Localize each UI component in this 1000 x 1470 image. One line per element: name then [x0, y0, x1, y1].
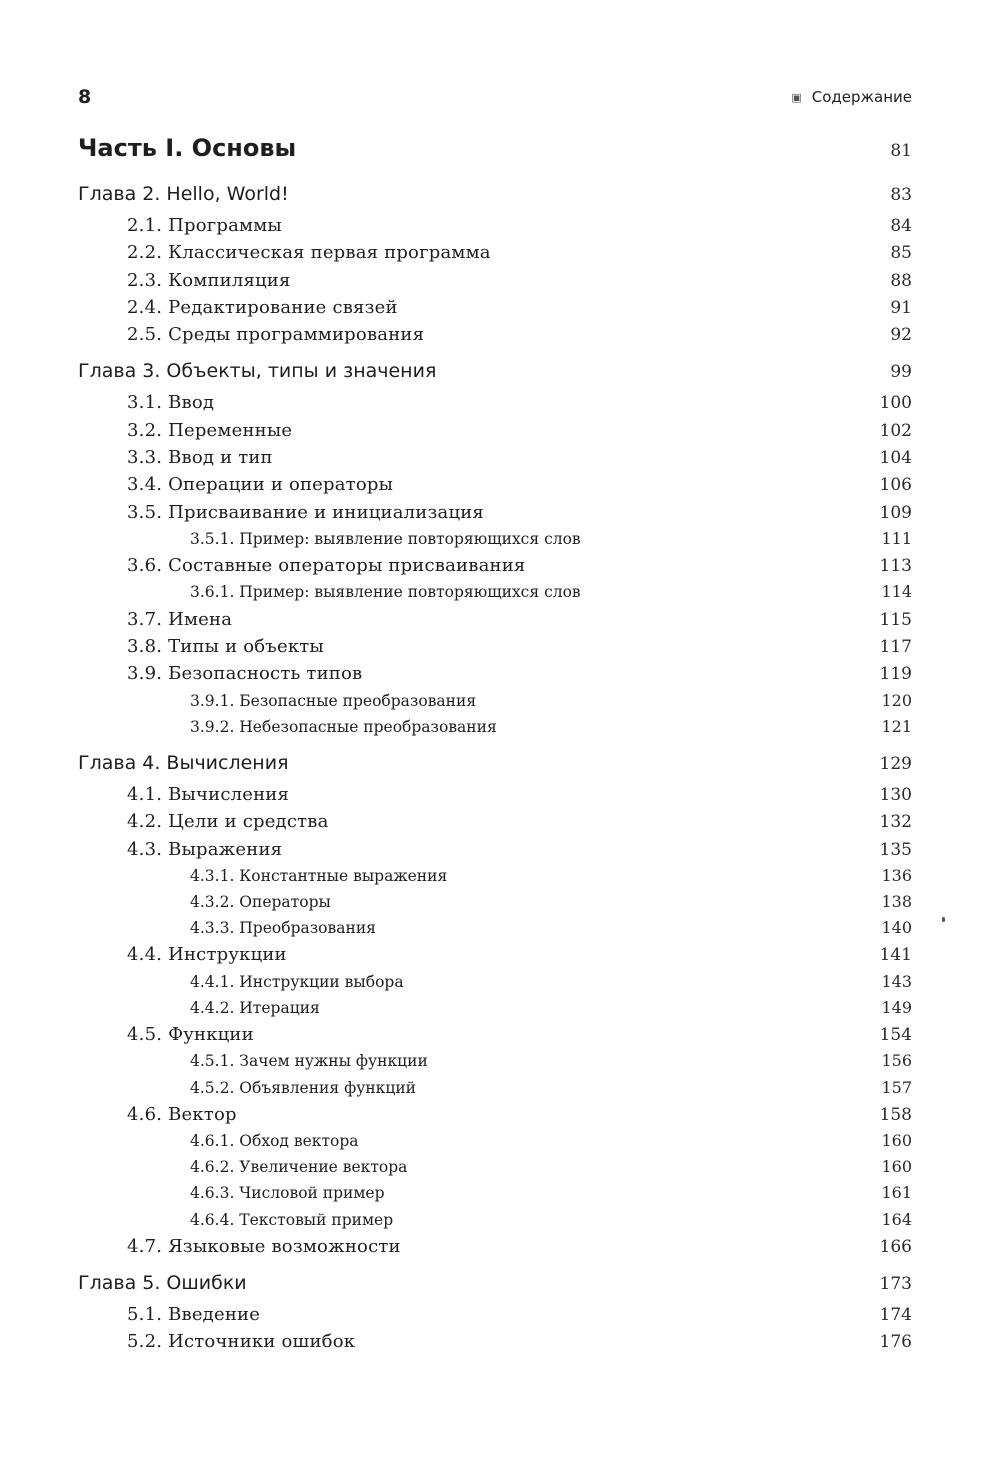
toc-entry-title: Глава 2. Hello, World!: [78, 183, 289, 205]
toc-entry-title: 3.5. Присваивание и инициализация: [127, 501, 484, 523]
toc-entry-page: 143: [881, 971, 912, 991]
toc-entry-title: 3.4. Операции и операторы: [127, 474, 394, 496]
toc-entry-title: Глава 5. Ошибки: [78, 1272, 247, 1295]
toc-entry-page: 158: [879, 1104, 912, 1125]
toc-entry-page: 113: [879, 556, 912, 577]
toc-entry-title: 4.3.1. Константные выражения: [190, 866, 448, 885]
toc-entry-title: 4.4.2. Итерация: [190, 998, 320, 1017]
toc-entry-title: 5.1. Введение: [127, 1304, 261, 1326]
toc-entry-s1[interactable]: [78, 324, 912, 351]
toc-entry-s2[interactable]: [78, 1131, 912, 1157]
toc-entry-s1[interactable]: [78, 663, 912, 690]
toc-entry-page: 160: [881, 1131, 912, 1150]
toc-entry-page: 160: [881, 1157, 912, 1177]
toc-entry-title: 3.8. Типы и объекты: [127, 635, 324, 657]
toc-entry-s2[interactable]: [78, 972, 912, 998]
toc-entry-page: 140: [881, 918, 912, 938]
toc-entry-page: 114: [881, 582, 912, 602]
toc-entry-s2[interactable]: [78, 582, 912, 608]
toc-entry-s1[interactable]: [78, 555, 912, 582]
toc-entry-title: 4.6.4. Текстовый пример: [190, 1210, 394, 1229]
toc-entry-page: 92: [890, 325, 912, 346]
toc-entry-page: 130: [879, 784, 912, 805]
toc-entry-s1[interactable]: [78, 1104, 912, 1131]
toc-entry-title: 4.6. Вектор: [127, 1103, 237, 1125]
toc-entry-title: 3.9.1. Безопасные преобразования: [190, 691, 477, 710]
toc-entry-s1[interactable]: [78, 270, 912, 297]
toc-entry-s1[interactable]: [78, 1024, 912, 1051]
toc-entry-s2[interactable]: [78, 717, 912, 743]
toc-entry-page: 173: [879, 1274, 912, 1295]
toc-entry-page: 149: [881, 997, 912, 1017]
toc-entry-page: 174: [879, 1305, 912, 1326]
toc-entry-page: 115: [879, 609, 912, 630]
toc-entry-title: 2.2. Классическая первая программа: [127, 242, 491, 264]
toc-entry-s1[interactable]: [78, 609, 912, 636]
toc-entry-title: 3.7. Имена: [127, 608, 233, 630]
toc-entry-page: 109: [879, 502, 912, 523]
toc-entry-title: 2.3. Компиляция: [127, 269, 291, 291]
toc-entry-s2[interactable]: [78, 918, 912, 944]
toc-entry-title: 3.9. Безопасность типов: [127, 663, 363, 685]
toc-entry-page: 166: [879, 1236, 912, 1257]
toc-entry-title: 4.6.3. Числовой пример: [190, 1184, 385, 1203]
toc-entry-title: Глава 4. Вычисления: [78, 751, 289, 774]
toc-entry-page: 121: [881, 716, 912, 736]
toc-entry-page: 104: [879, 448, 912, 469]
toc-entry-title: 3.9.2. Небезопасные преобразования: [190, 717, 497, 736]
toc-entry-title: 3.2. Переменные: [127, 419, 293, 441]
toc-entry-s1[interactable]: [78, 784, 912, 811]
toc-entry-page: 141: [879, 945, 912, 966]
toc-entry-page: 136: [881, 865, 912, 885]
toc-entry-title: 4.1. Вычисления: [127, 783, 290, 805]
toc-entry-title: 4.6.2. Увеличение вектора: [190, 1158, 408, 1177]
toc-entry-s1[interactable]: [78, 839, 912, 866]
toc-entry-s1[interactable]: [78, 1331, 912, 1358]
toc-entry-s1[interactable]: [78, 636, 912, 663]
toc-entry-s1[interactable]: [78, 811, 912, 838]
toc-entry-page: 138: [881, 891, 912, 911]
toc-entry-s1[interactable]: [78, 502, 912, 529]
toc-entry-title: 4.7. Языковые возможности: [127, 1235, 401, 1257]
table-of-contents: [78, 134, 912, 1359]
toc-entry-s2[interactable]: [78, 1078, 912, 1104]
toc-entry-page: 154: [879, 1025, 912, 1046]
toc-entry-s1[interactable]: [78, 474, 912, 501]
running-title: [791, 88, 912, 106]
toc-entry-page: 83: [890, 185, 912, 205]
running-header: [78, 86, 912, 114]
toc-entry-title: Глава 3. Объекты, типы и значения: [78, 360, 437, 383]
toc-entry-page: 91: [890, 297, 912, 318]
toc-entry-page: 164: [881, 1209, 912, 1229]
toc-entry-page: 106: [879, 475, 912, 496]
toc-entry-title: 4.3.3. Преобразования: [190, 919, 376, 938]
toc-entry-s1[interactable]: [78, 420, 912, 447]
page-number: 8: [78, 86, 92, 108]
toc-entry-page: 176: [879, 1332, 912, 1353]
toc-entry-title: 3.1. Ввод: [127, 392, 215, 414]
toc-entry-title: 4.3. Выражения: [127, 838, 283, 860]
toc-entry-s1[interactable]: [78, 297, 912, 324]
toc-entry-chapter[interactable]: [78, 360, 912, 392]
toc-entry-s1[interactable]: [78, 215, 912, 242]
toc-entry-title: 2.5. Среды программирования: [127, 324, 425, 346]
toc-entry-s2[interactable]: [78, 1051, 912, 1077]
toc-entry-title: 4.4.1. Инструкции выбора: [190, 972, 404, 991]
toc-entry-s1[interactable]: [78, 944, 912, 971]
toc-entry-title: 4.5. Функции: [127, 1024, 254, 1046]
toc-entry-title: 3.5.1. Пример: выявление повторяющихся слов: [190, 529, 581, 548]
toc-entry-title: 4.5.2. Объявления функций: [190, 1078, 416, 1097]
toc-entry-s2[interactable]: [78, 691, 912, 717]
toc-entry-title: 4.5.1. Зачем нужны функции: [190, 1052, 428, 1071]
toc-entry-chapter[interactable]: [78, 752, 912, 784]
toc-entry-title: 3.6. Составные операторы присваивания: [127, 555, 526, 577]
toc-entry-page: 100: [879, 393, 912, 414]
toc-entry-page: 119: [879, 664, 912, 685]
toc-entry-s1[interactable]: [78, 392, 912, 419]
toc-entry-page: 120: [881, 690, 912, 710]
toc-entry-s1[interactable]: [78, 447, 912, 474]
toc-entry-title: 4.6.1. Обход вектора: [190, 1132, 359, 1150]
toc-entry-s2[interactable]: [78, 998, 912, 1024]
toc-entry-s2[interactable]: [78, 892, 912, 918]
toc-entry-s1[interactable]: [78, 1236, 912, 1263]
toc-entry-page: 156: [881, 1051, 912, 1071]
section-title: Содержание: [811, 88, 912, 106]
toc-entry-page: 88: [890, 270, 912, 291]
toc-entry-title: 2.1. Программы: [127, 215, 282, 236]
toc-entry-s1[interactable]: [78, 242, 912, 269]
toc-entry-title: 3.6.1. Пример: выявление повторяющихся слов: [190, 583, 581, 602]
toc-entry-s2[interactable]: [78, 866, 912, 892]
toc-entry-page: 99: [890, 362, 912, 383]
toc-entry-s2[interactable]: [78, 1183, 912, 1209]
toc-entry-page: 102: [879, 420, 912, 441]
toc-entry-page: 161: [881, 1183, 912, 1203]
toc-entry-part[interactable]: [78, 134, 912, 174]
toc-entry-page: 157: [881, 1077, 912, 1097]
toc-entry-page: 84: [890, 216, 912, 236]
toc-entry-page: 117: [879, 636, 912, 657]
toc-entry-title: 5.2. Источники ошибок: [127, 1331, 356, 1353]
toc-entry-title: 2.4. Редактирование связей: [127, 296, 398, 318]
toc-entry-page: 129: [879, 753, 912, 774]
toc-entry-s2[interactable]: [78, 529, 912, 555]
toc-entry-chapter[interactable]: [78, 1272, 912, 1304]
print-speck: [942, 917, 945, 922]
toc-entry-s2[interactable]: [78, 1157, 912, 1183]
toc-entry-page: 81: [890, 141, 912, 161]
toc-entry-s1[interactable]: [78, 1304, 912, 1331]
toc-entry-title: 4.2. Цели и средства: [127, 811, 329, 833]
square-bullet-icon: ▣: [791, 90, 802, 104]
toc-entry-page: 111: [881, 528, 912, 548]
toc-entry-title: 4.4. Инструкции: [127, 944, 287, 966]
toc-entry-title: Часть I. Основы: [78, 134, 297, 162]
toc-entry-s2[interactable]: [78, 1210, 912, 1236]
toc-entry-title: 4.3.2. Операторы: [190, 892, 331, 911]
toc-entry-title: 3.3. Ввод и тип: [127, 447, 273, 469]
toc-entry-page: 85: [890, 243, 912, 264]
toc-entry-page: 132: [879, 812, 912, 833]
toc-entry-chapter[interactable]: [78, 183, 912, 215]
toc-entry-page: 135: [879, 839, 912, 860]
